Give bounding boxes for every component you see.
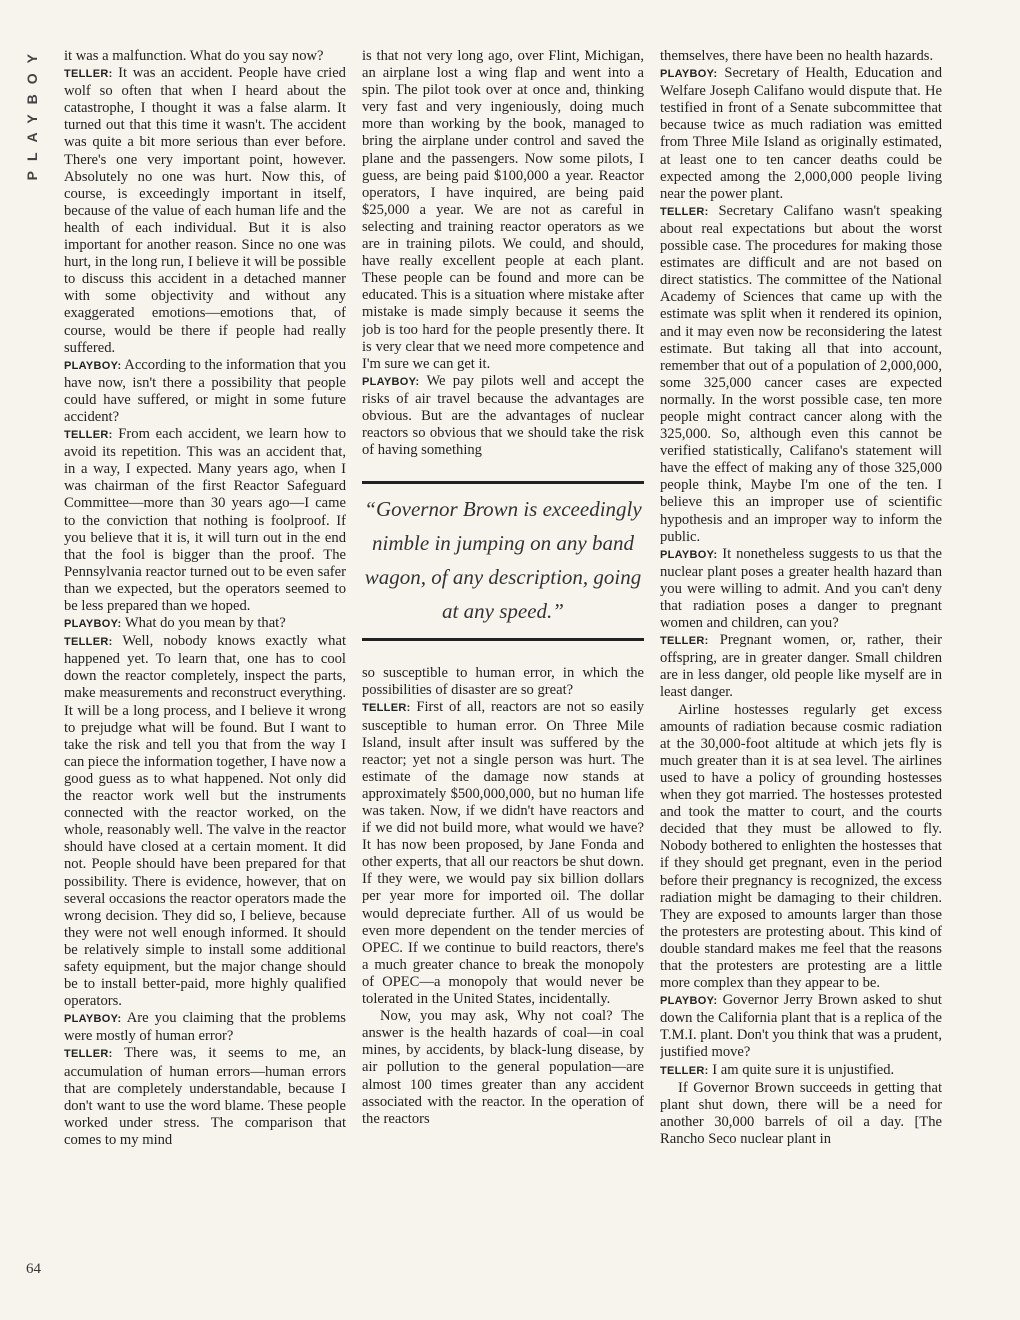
paragraph-text: Governor Jerry Brown asked to shut down the California plant that is a replica of the T.M.I. plant. Don't you think that was a prudent, justified move?	[660, 992, 942, 1061]
paragraph	[64, 633, 346, 1010]
speaker-label: TELLER:	[64, 1048, 113, 1061]
paragraph	[64, 1045, 346, 1149]
speaker-label: PLAYBOY:	[362, 375, 420, 388]
speaker-label: TELLER:	[64, 429, 113, 442]
paragraph-text: Are you claiming that the problems were mostly of human error?	[64, 1010, 346, 1045]
speaker-label: TELLER:	[64, 636, 113, 649]
paragraph-text: We pay pilots well and accept the risks of air travel because the advantages are obvious. But are the advantages of nuclear reactors so obvious that we should take the risk of having something	[362, 372, 644, 459]
paragraph-text: Airline hostesses regularly get excess amounts of radiation because cosmic radiation at the 30,000-foot altitude at which jets fly is much greater than it is at sea level. The airlines used to have a policy of grounding hostesses when they got married. The hostesses protested and took the matter to court, and the courts decided that they must be allowed to fly. Nobody bothered to enlighten the hostesses that if they should get pregnant, even in the period before their pregnancy is recognized, the excess radiation might be damaging to their children. They are exposed to amounts larger than those the protesters are protesting about. This kind of double standard makes me feel that the reasons that the protesters are protesting are a little more complex than they appear to be.	[660, 701, 942, 992]
paragraph-text: If Governor Brown succeeds in getting that plant shut down, there will be a need for another 30,000 barrels of oil a day. [The Rancho Seco nuclear plant in	[660, 1079, 942, 1147]
paragraph	[362, 699, 644, 1008]
paragraph	[660, 702, 942, 993]
paragraph	[362, 1008, 644, 1128]
paragraph-text: Pregnant women, or, rather, their offspring, are in greater danger. Small children are in less danger, old people like myself are in least danger.	[660, 632, 942, 701]
speaker-label: TELLER:	[362, 702, 411, 715]
paragraph	[64, 65, 346, 357]
paragraph	[362, 373, 644, 459]
paragraph	[660, 65, 942, 203]
paragraph	[64, 357, 346, 426]
paragraph-text: First of all, reactors are not so easily susceptible to human error. On Three Mile Island, insult after insult was suffered by the reactor; yet not a single person was hurt. The estimate of the damage now stands at approximately $500,000,000, but no human life was taken. Now, if we didn't have reactors and if we did not build more, what would we have? It has now been proposed, by Jane Fonda and other experts, that all our reactors be shut down. If they were, we would pay six billion dollars per year more for imported oil. The dollar would depreciate further. All of us would be even more dependent on the tender mercies of OPEC. If we continue to build reactors, there's a much greater chance to break the monopoly of OPEC—a monopoly that would never be tolerated in the United States, incidentally.	[362, 699, 644, 1008]
paragraph	[362, 48, 644, 373]
paragraph	[660, 1062, 942, 1080]
column-3	[660, 48, 942, 1288]
paragraph-text: Secretary of Health, Education and Welfare Joseph Califano would dispute that. He testified in front of a Senate subcommittee that because twice as much radiation was emitted from Three Mile Island as originally estimated, at least one to ten cancer deaths could be expected among the 2,000,000 people living near the power plant.	[660, 65, 942, 202]
paragraph	[362, 665, 644, 699]
paragraph	[660, 1080, 942, 1148]
speaker-label: TELLER:	[660, 635, 709, 648]
paragraph	[64, 426, 346, 615]
speaker-label: PLAYBOY:	[660, 995, 718, 1008]
pull-quote	[362, 481, 644, 641]
paragraph	[660, 546, 942, 632]
paragraph	[660, 992, 942, 1061]
speaker-label: TELLER:	[660, 205, 709, 218]
paragraph-text: There was, it seems to me, an accumulation of human errors—human errors that are completely understandable, because I don't want to use the word blame. These people worked under stress. The comparison that comes to my mind	[64, 1045, 346, 1148]
page-number: 64	[26, 1261, 41, 1277]
paragraph-text: I am quite sure it is unjustified.	[712, 1061, 895, 1078]
paragraph	[660, 48, 942, 65]
paragraph-text: It was an accident. People have cried wolf so often that when I heard about the catastrophe, I thought it was a false alarm. It turned out that this time it wasn't. The accident was quite a bit more serious than ever before. There's one very important point, however. Absolutely no one was hurt. Now this, of course, is exceedingly important in itself, because of the value of each human life and the health of each individual. But it is also important for another reason. Since no one was hurt, in the long run, I believe it will be possible to discuss this accident in a detached manner with some objectivity and without any exaggerated emotions—emotions that, of course, would be there if people had really suffered.	[64, 65, 346, 356]
paragraph	[64, 48, 346, 65]
paragraph-text: so susceptible to human error, in which the possibilities of disaster are so great?	[362, 665, 644, 699]
speaker-label: PLAYBOY:	[64, 359, 122, 372]
paragraph-text: What do you mean by that?	[124, 615, 286, 632]
speaker-label: PLAYBOY:	[660, 68, 718, 81]
paragraph-text: themselves, there have been no health hazards.	[660, 48, 934, 64]
paragraph	[64, 1010, 346, 1045]
magazine-name: PLAYBOY	[24, 44, 40, 181]
speaker-label: PLAYBOY:	[64, 1013, 122, 1026]
paragraph-text: it was a malfunction. What do you say now?	[64, 48, 324, 64]
paragraph-text: According to the information that you have now, isn't there a possibility that people could have suffered, or might in some future accident?	[64, 356, 346, 425]
column-1	[64, 48, 346, 1288]
speaker-label: PLAYBOY:	[64, 618, 122, 631]
paragraph-text: is that not very long ago, over Flint, Michigan, an airplane lost a wing flap and went into a spin. The pilot took over at once and, thinking very fast and very ingeniously, doing much more than working by the book, managed to bring the airplane under control and saved the plane and the passengers. Now some pilots, I guess, are being paid $100,000 a year. Reactor operators, I have inquired, are being paid $25,000 a year. We are not as careful in selecting and training reactor operators as we are in training pilots. We could, and should, have really excellent people at each plant. These people can be found and more can be educated. This is a situation where mistake after mistake is made simply because it seems the job is too hard for the people presently there. It is very clear that we need more competence and I'm sure we can get it.	[362, 48, 644, 372]
paragraph	[660, 632, 942, 701]
paragraph-text: From each accident, we learn how to avoid its repetition. This was an accident that, in a way, I expected. Many years ago, when I was chairman of the first Reactor Safeguard Committee—more than 30 years ago—I came to the conviction that nothing is foolproof. If you believe that it is, it will turn out in the end that the fool is bigger than the proof. The Pennsylvania reactor turned out to be even safer than we expected, but the operators seemed to be less prepared than we hoped.	[64, 426, 346, 614]
pull-quote-text: “Governor Brown is exceedingly nimble in jumping on any band wagon, of any description, going at any speed.”	[364, 497, 642, 624]
paragraph-text: Well, nobody knows exactly what happened yet. To learn that, one has to cool down the reactor completely, inspect the parts, make measurements and reconstruct everything. It will be a long process, and I believe it wrong to prejudge what will be found. But I want to take the risk and tell you that from the way I can piece the information together, I have now a good guess as to what happened. Not only did the reactor work well but the instruments connected with the reactor worked, on the whole, reasonably well. The valve in the reactor should have closed at a certain moment. It did not. People should have been prepared for that possibility. There is evidence, however, that on several occasions the reactor operators made the wrong decision. They did so, I believe, because they were not well enough informed. It should be relatively simple to install some additional safety equipment, but the major change should be to install better-paid, more highly qualified operators.	[64, 633, 346, 1010]
paragraph-text: Now, you may ask, Why not coal? The answer is the health hazards of coal—in coal mines, by accidents, by black-lung disease, by air pollution to the general population—are almost 100 times greater than any accident associated with the reactor. In the operation of the reactors	[362, 1008, 644, 1127]
speaker-label: PLAYBOY:	[660, 548, 718, 561]
paragraph-text: It nonetheless suggests to us that the nuclear plant poses a greater health hazard than you were willing to admit. And you can't deny that radiation poses a danger to pregnant women and children, can you?	[660, 545, 942, 632]
column-2	[362, 48, 644, 1288]
paragraph	[660, 203, 942, 546]
speaker-label: TELLER:	[64, 68, 113, 81]
speaker-label: TELLER:	[660, 1064, 709, 1077]
paragraph-text: Secretary Califano wasn't speaking about real expectations but about the worst possible case. The procedures for making those estimates are difficult and are not based on direct statistics. The committee of the National Academy of Sciences that came up with the estimate was split when it rendered its opinion, and it may even now be reconsidering the latest estimate. But taking all that into account, remember that out of a population of 2,000,000, some 325,000 cancer cases are expected normally. In the worst possible case, ten more people might contract cancer along with the 325,000. So, although even this cannot be verified statistically, Califano's statement will have the effect of making any of those 325,000 people think, Maybe I'm one of the ten. I believe this an improper use of scientific hypothesis and an improper way to inform the public.	[660, 202, 942, 545]
paragraph	[64, 615, 346, 633]
